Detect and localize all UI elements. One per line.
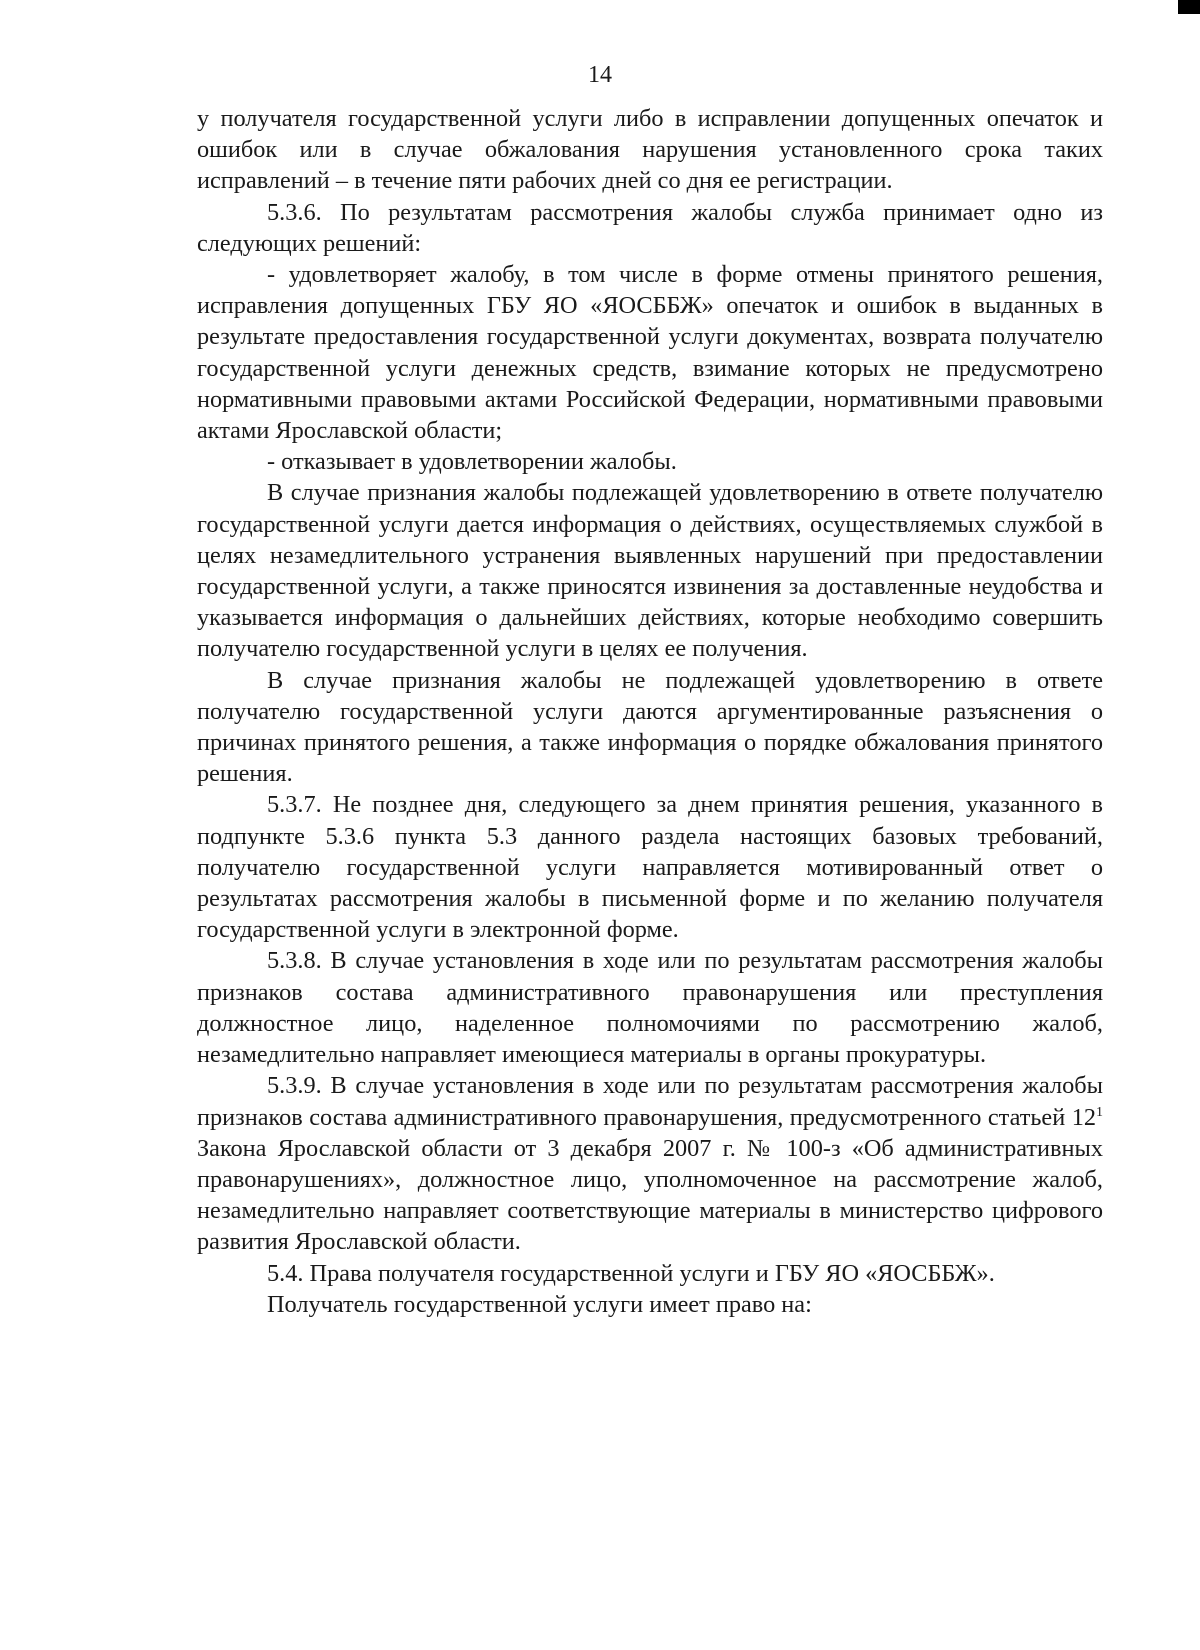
paragraph-5-3-6: 5.3.6. По результатам рассмотрения жалобы служба принимает одно из следующих решений: <box>197 198 1103 257</box>
page-number: 14 <box>588 62 612 88</box>
list-item-satisfy-complaint: - удовлетворяет жалобу, в том числе в форме отмены принятого решения, исправления допущенных ГБУ ЯО «ЯОСББЖ» опечаток и ошибок в выданных в результате предоставления государственной услуги документах, возврата получателю государственной услуги денежных средств, взимание которых не предусмотрено нормативными правовыми актами Российской Федерации, нормативными правовыми актами Ярославской области; <box>197 261 1103 445</box>
article-superscript: 1 <box>1096 1104 1103 1120</box>
paragraph-rights-intro: Получатель государственной услуги имеет право на: <box>267 1290 812 1318</box>
paragraph-continuation: у получателя государственной услуги либо в исправлении допущенных опечаток и ошибок или в случае обжалования нарушения установленного срока таких исправлений – в течение пяти рабочих дней со дня ее регистрации. <box>197 105 1103 195</box>
paragraph-complaint-not-satisfied: В случае признания жалобы не подлежащей удовлетворению в ответе получателю государственной услуги даются аргументированные разъяснения о причинах принятого решения, а также информация о порядке обжалования принятого решения. <box>197 666 1103 788</box>
paragraph-5-3-9-part-2: Закона Ярославской области от 3 декабря 2007 г. № 100-з «Об административных правонарушениях», должностное лицо, уполномоченное на рассмотрение жалоб, незамедлительно направляет соответствующие материалы в министерство цифрового развития Ярославской области. <box>197 1134 1103 1256</box>
paragraph-complaint-satisfied: В случае признания жалобы подлежащей удовлетворению в ответе получателю государственной услуги дается информация о действиях, осуществляемых службой в целях незамедлительного устранения выявленных нарушений при предоставлении государственной услуги, а также приносятся извинения за доставленные неудобства и указывается информация о дальнейших действиях, которые необходимо совершить получателю государственной услуги в целях ее получения. <box>197 479 1103 663</box>
scan-edge-mark <box>1178 0 1200 14</box>
paragraph-5-3-9 <box>197 1070 1103 1257</box>
paragraph-5-3-8: 5.3.8. В случае установления в ходе или по результатам рассмотрения жалобы признаков состава административного правонарушения или преступления должностное лицо, наделенное полномочиями по рассмотрению жалоб, незамедлительно направляет имеющиеся материалы в органы прокуратуры. <box>197 947 1103 1069</box>
paragraph-5-4: 5.4. Права получателя государственной услуги и ГБУ ЯО «ЯОСББЖ». <box>267 1259 995 1287</box>
paragraph-5-3-7: 5.3.7. Не позднее дня, следующего за днем принятия решения, указанного в подпункте 5.3.6 пункта 5.3 данного раздела настоящих базовых требований, получателю государственной услуги направляется мотивированный ответ о результатах рассмотрения жалобы в письменной форме и по желанию получателя государственной услуги в электронной форме. <box>197 791 1103 944</box>
list-item-refuse-complaint: - отказывает в удовлетворении жалобы. <box>267 448 677 476</box>
paragraph-5-3-9-part-1: 5.3.9. В случае установления в ходе или по результатам рассмотрения жалобы признаков состава административного правонарушения, предусмотренного статьей 12 <box>197 1072 1103 1131</box>
document-body <box>197 103 1103 1320</box>
